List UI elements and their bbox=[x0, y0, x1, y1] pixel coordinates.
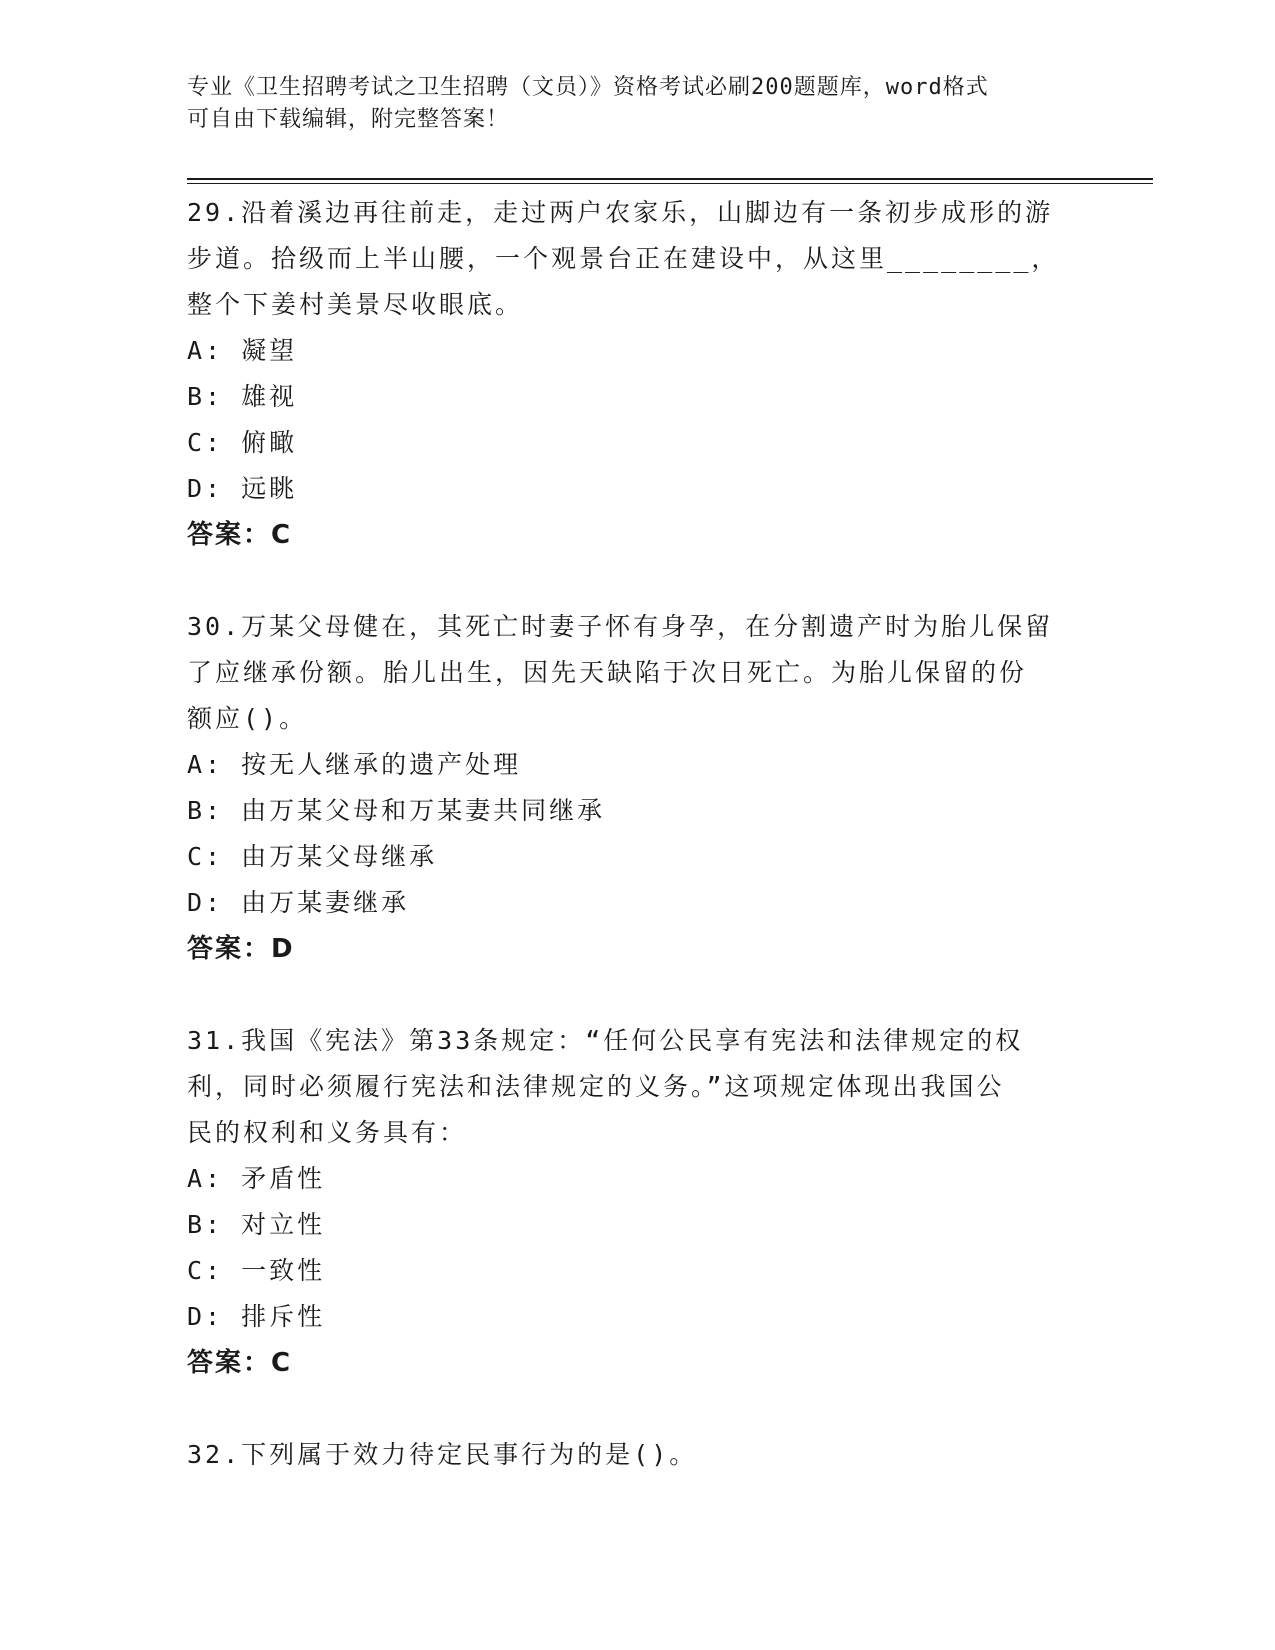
question-31 bbox=[187, 1018, 1087, 1432]
option-a: A: 按无人继承的遗产处理 bbox=[187, 750, 522, 779]
option-b: B: 由万某父母和万某妻共同继承 bbox=[187, 796, 606, 825]
option-b: B: 对立性 bbox=[187, 1210, 326, 1239]
question-stem-line: 步道。拾级而上半山腰，一个观景台正在建设中，从这里________， bbox=[187, 244, 1060, 273]
question-spacer bbox=[187, 558, 1087, 604]
option-d: D: 排斥性 bbox=[187, 1302, 326, 1331]
question-list bbox=[187, 190, 1087, 1478]
option-c: C: 俯瞰 bbox=[187, 428, 298, 457]
question-spacer bbox=[187, 972, 1087, 1018]
question-32 bbox=[187, 1432, 1087, 1478]
option-d: D: 由万某妻继承 bbox=[187, 888, 410, 917]
question-stem-line: 整个下姜村美景尽收眼底。 bbox=[187, 290, 524, 319]
document-header bbox=[187, 72, 1067, 136]
question-stem-line: 32.下列属于效力待定民事行为的是()。 bbox=[187, 1440, 698, 1469]
question-spacer bbox=[187, 1386, 1087, 1432]
answer: 答案：C bbox=[187, 1348, 293, 1378]
header-divider-thin bbox=[187, 183, 1153, 184]
option-b: B: 雄视 bbox=[187, 382, 298, 411]
question-stem-line: 30.万某父母健在，其死亡时妻子怀有身孕，在分割遗产时为胎儿保留 bbox=[187, 612, 1054, 641]
question-stem-line: 利，同时必须履行宪法和法律规定的义务。”这项规定体现出我国公 bbox=[187, 1072, 1005, 1101]
option-c: C: 一致性 bbox=[187, 1256, 326, 1285]
question-stem-line: 民的权利和义务具有： bbox=[187, 1118, 468, 1147]
header-line-2: 可自由下载编辑，附完整答案！ bbox=[187, 107, 510, 132]
answer: 答案：D bbox=[187, 934, 295, 964]
header-divider-thick bbox=[187, 178, 1153, 180]
option-a: A: 凝望 bbox=[187, 336, 298, 365]
header-line-1: 专业《卫生招聘考试之卫生招聘（文员）》资格考试必刷200题题库，word格式 bbox=[187, 75, 989, 100]
question-stem-line: 31.我国《宪法》第33条规定：“任何公民享有宪法和法律规定的权 bbox=[187, 1026, 1024, 1055]
question-29 bbox=[187, 190, 1087, 604]
question-stem-line: 了应继承份额。胎儿出生，因先天缺陷于次日死亡。为胎儿保留的份 bbox=[187, 658, 1028, 687]
option-c: C: 由万某父母继承 bbox=[187, 842, 438, 871]
question-stem-line: 29.沿着溪边再往前走，走过两户农家乐，山脚边有一条初步成形的游 bbox=[187, 198, 1054, 227]
option-d: D: 远眺 bbox=[187, 474, 298, 503]
question-30 bbox=[187, 604, 1087, 1018]
answer: 答案：C bbox=[187, 520, 293, 550]
option-a: A: 矛盾性 bbox=[187, 1164, 326, 1193]
question-stem-line: 额应()。 bbox=[187, 704, 308, 733]
